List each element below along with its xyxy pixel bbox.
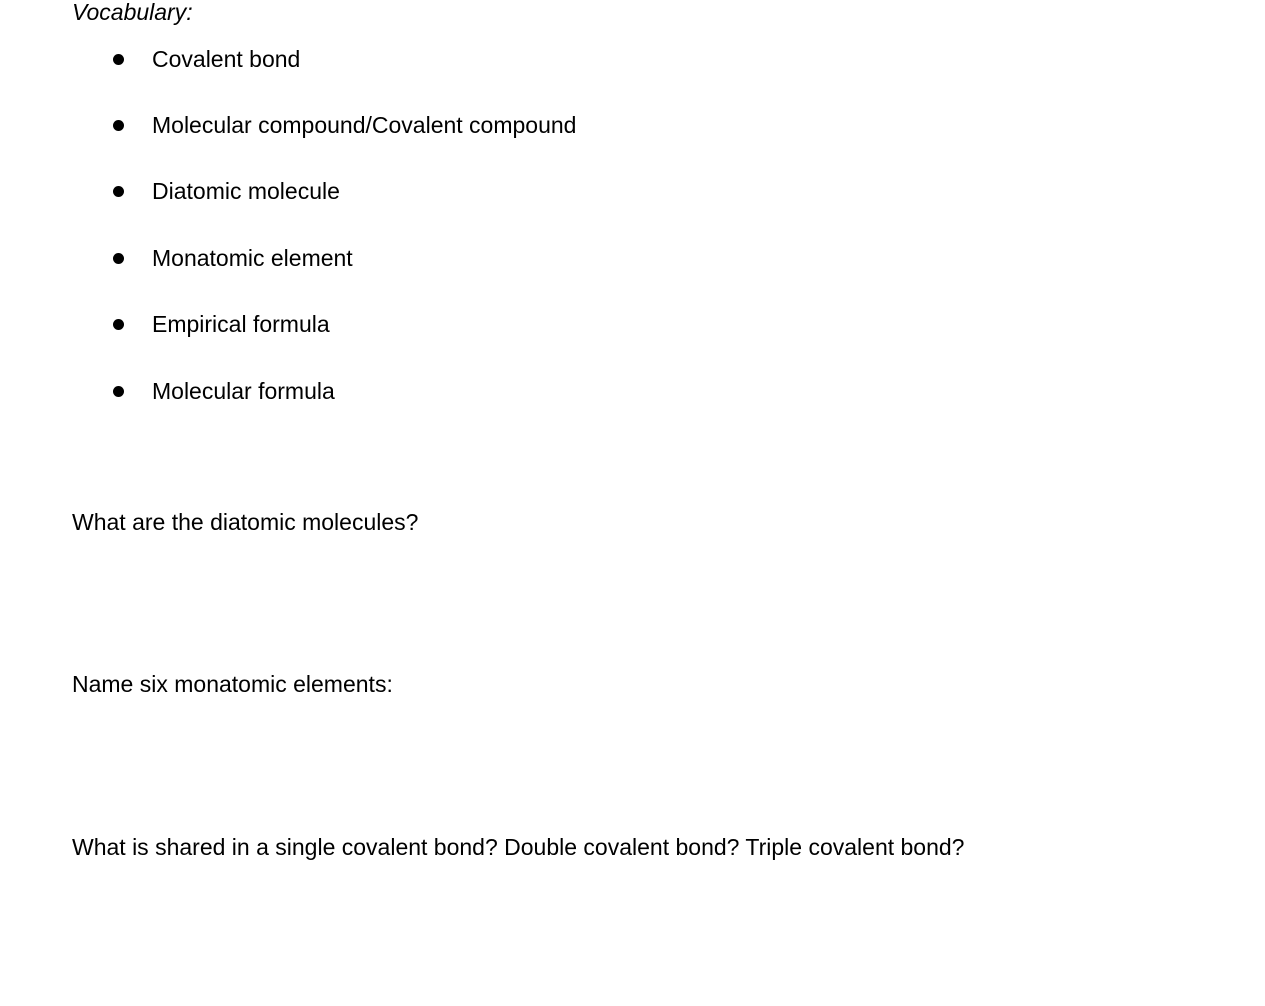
question-covalent-bonds: What is shared in a single covalent bond? Double covalent bond? Triple covalent bond? [72, 834, 965, 860]
vocabulary-term: Diatomic molecule [152, 178, 340, 204]
bullet-icon [113, 186, 124, 197]
list-item [0, 44, 700, 74]
bullet-icon [113, 54, 124, 65]
bullet-icon [113, 120, 124, 131]
vocabulary-term: Covalent bond [152, 46, 301, 72]
list-item [0, 176, 700, 206]
vocabulary-term: Monatomic element [152, 245, 353, 271]
vocabulary-term: Molecular formula [152, 378, 335, 404]
vocabulary-term: Molecular compound/Covalent compound [152, 112, 577, 138]
bullet-icon [113, 253, 124, 264]
list-item [0, 243, 700, 273]
bullet-icon [113, 386, 124, 397]
list-item [0, 376, 700, 406]
list-item [0, 110, 700, 140]
vocabulary-term: Empirical formula [152, 311, 330, 337]
question-monatomic-elements: Name six monatomic elements: [72, 671, 393, 697]
list-item [0, 309, 700, 339]
question-diatomic-molecules: What are the diatomic molecules? [72, 509, 419, 535]
vocabulary-heading: Vocabulary: [72, 0, 193, 25]
bullet-icon [113, 319, 124, 330]
